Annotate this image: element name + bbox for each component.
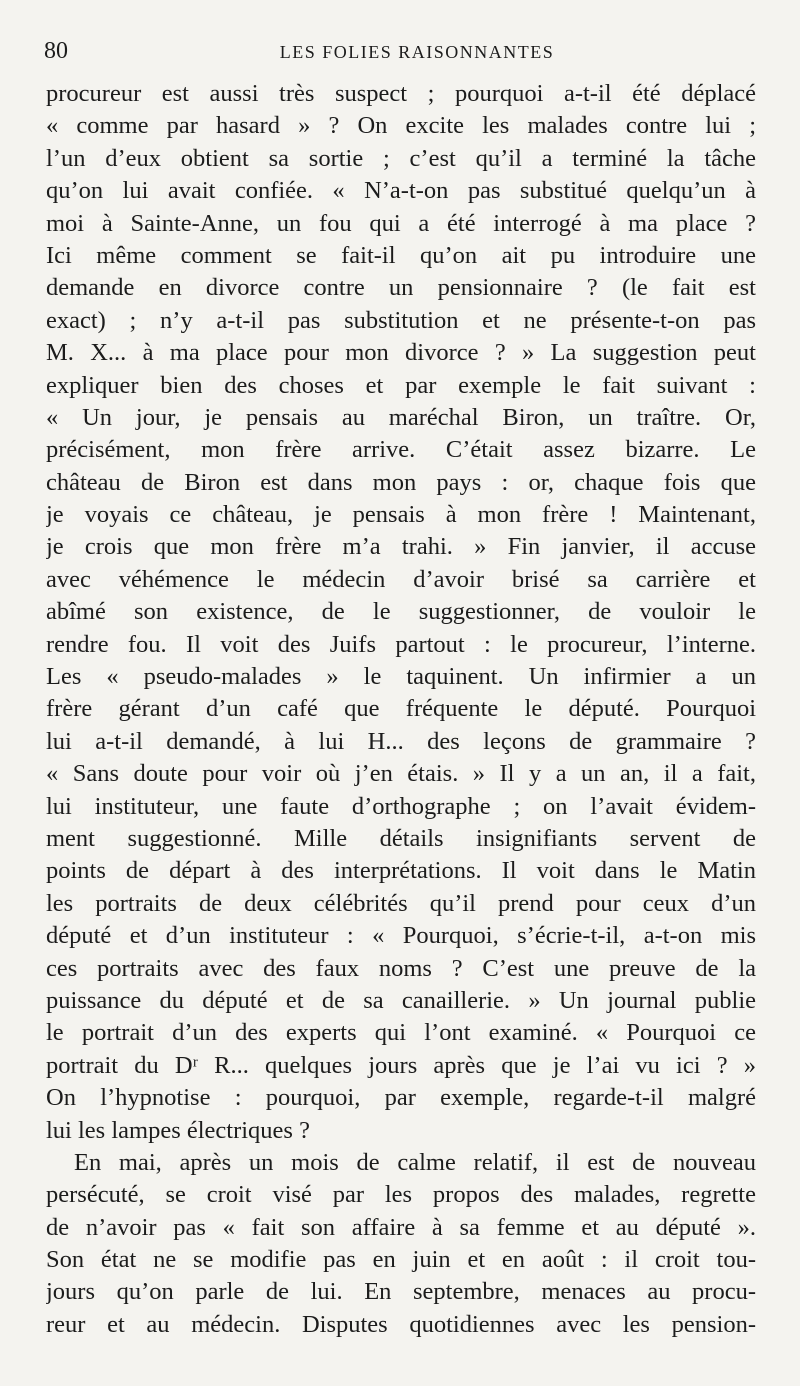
page-header	[44, 36, 760, 66]
text-line: de n’avoir pas « fait son affaire à sa femme et au député ».	[46, 1213, 756, 1241]
text-line: rendre fou. Il voit des Juifs partout : le procureur, l’interne.	[46, 630, 756, 658]
paragraph-end-line: lui les lampes électriques ?	[46, 1116, 310, 1144]
text-line: précisément, mon frère arrive. C’était assez bizarre. Le	[46, 436, 756, 464]
text-line: député et d’un instituteur : « Pourquoi, s’écrie-t-il, a-t-on mis	[46, 922, 756, 950]
text-line: points de départ à des interprétations. Il voit dans le Matin	[46, 857, 756, 885]
text-line: jours qu’on parle de lui. En septembre, menaces au procu-	[46, 1278, 756, 1306]
text-line: je crois que mon frère m’a trahi. » Fin janvier, il accuse	[46, 533, 756, 561]
text-line: « comme par hasard » ? On excite les malades contre lui ;	[46, 112, 756, 140]
text-line: reur et au médecin. Disputes quotidiennes avec les pension-	[46, 1310, 756, 1338]
text-line: lui a-t-il demandé, à lui H... des leçons de grammaire ?	[46, 727, 756, 755]
text-line: les portraits de deux célébrités qu’il prend pour ceux d’un	[46, 889, 756, 917]
page-number: 80	[44, 38, 68, 64]
text-line: frère gérant d’un café que fréquente le député. Pourquoi	[46, 695, 756, 723]
text-line: M. X... à ma place pour mon divorce ? » La suggestion peut	[46, 339, 756, 367]
text-line: puissance du député et de sa canaillerie. » Un journal publie	[46, 986, 756, 1014]
text-line: Son état ne se modifie pas en juin et en août : il croit tou-	[46, 1246, 756, 1274]
text-line: avec véhémence le médecin d’avoir brisé sa carrière et	[46, 565, 756, 593]
text-line: ces portraits avec des faux noms ? C’est une preuve de la	[46, 954, 756, 982]
text-line: moi à Sainte-Anne, un fou qui a été interrogé à ma place ?	[46, 209, 756, 237]
text-line: « Un jour, je pensais au maréchal Biron, un traître. Or,	[46, 403, 756, 431]
running-title: LES FOLIES RAISONNANTES	[279, 42, 555, 62]
text-line: exact) ; n’y a-t-il pas substitution et ne présente-t-on pas	[46, 306, 756, 334]
text-line: château de Biron est dans mon pays : or, chaque fois que	[46, 468, 756, 496]
body-text	[46, 78, 756, 1341]
text-line: l’un d’eux obtient sa sortie ; c’est qu’il a terminé la tâche	[46, 144, 756, 172]
text-line: persécuté, se croit visé par les propos des malades, regrette	[46, 1181, 756, 1209]
text-line: Les « pseudo-malades » le taquinent. Un infirmier a un	[46, 663, 756, 691]
text-line: qu’on lui avait confiée. « N’a-t-on pas substitué quelqu’un à	[46, 177, 756, 205]
text-line: je voyais ce château, je pensais à mon frère ! Maintenant,	[46, 501, 756, 529]
paragraph-start-line: En mai, après un mois de calme relatif, il est de nouveau	[74, 1148, 756, 1176]
text-line: ment suggestionné. Mille détails insignifiants servent de	[46, 824, 756, 852]
text-line: abîmé son existence, de le suggestionner, de vouloir le	[46, 598, 756, 626]
text-line: demande en divorce contre un pensionnaire ? (le fait est	[46, 274, 756, 302]
text-line: lui instituteur, une faute d’orthographe ; on l’avait évidem-	[46, 792, 756, 820]
text-line: expliquer bien des choses et par exemple le fait suivant :	[46, 371, 756, 399]
text-line: procureur est aussi très suspect ; pourquoi a-t-il été déplacé	[46, 80, 756, 107]
text-line: « Sans doute pour voir où j’en étais. » Il y a un an, il a fait,	[46, 760, 756, 788]
text-line: On l’hypnotise : pourquoi, par exemple, regarde-t-il malgré	[46, 1084, 756, 1112]
text-line: le portrait d’un des experts qui l’ont examiné. « Pourquoi ce	[46, 1019, 756, 1047]
text-line: portrait du Dʳ R... quelques jours après que je l’ai vu ici ? »	[46, 1051, 756, 1079]
text-line: Ici même comment se fait-il qu’on ait pu introduire une	[46, 241, 756, 269]
